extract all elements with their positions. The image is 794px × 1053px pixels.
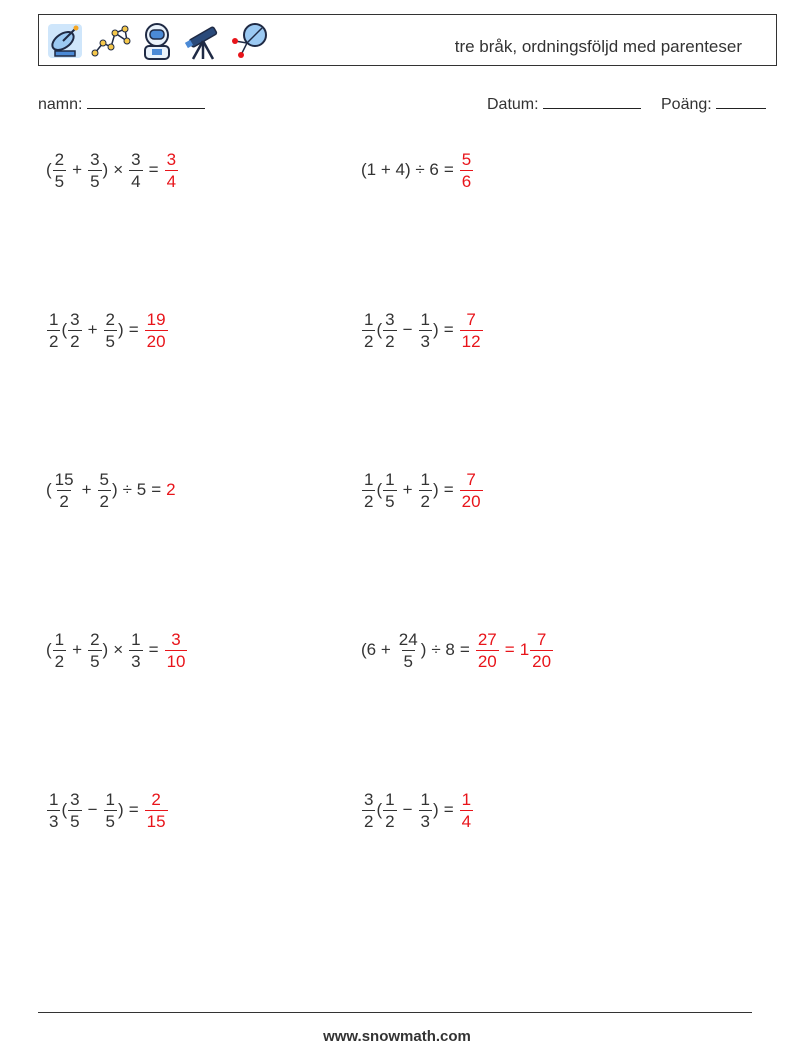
date-label: Datum: bbox=[487, 96, 539, 113]
fraction: $\frac{1}{3}$ bbox=[420, 789, 431, 831]
score-field[interactable] bbox=[661, 94, 766, 114]
answer-fraction: $\frac{2}{15}$ bbox=[146, 789, 166, 831]
operator: − bbox=[402, 800, 413, 819]
answer-fraction: $\frac{27}{20}$ bbox=[477, 629, 497, 671]
problem-2 bbox=[361, 145, 474, 195]
problem-4 bbox=[361, 305, 484, 355]
fraction: $\frac{3}{5}$ bbox=[90, 149, 100, 191]
open-paren: ( bbox=[376, 480, 383, 499]
fraction: $\frac{1}{2}$ bbox=[385, 789, 395, 831]
problem-7 bbox=[46, 625, 188, 675]
fraction: $\frac{1}{2}$ bbox=[420, 469, 431, 511]
operator: × bbox=[113, 160, 124, 179]
footer-divider bbox=[38, 1012, 752, 1013]
space-probe-icon bbox=[229, 21, 269, 61]
fraction: $\frac{1}{3}$ bbox=[131, 629, 141, 671]
open-paren: ( bbox=[61, 800, 68, 819]
equals-sign: = bbox=[128, 320, 139, 339]
close-paren: ) bbox=[433, 800, 439, 819]
close-paren: ) bbox=[112, 480, 118, 499]
satellite-dish-icon bbox=[45, 21, 85, 61]
expression-start: (6 + bbox=[361, 640, 391, 659]
equals-sign: = bbox=[443, 320, 454, 339]
expression: (1 + 4) ÷ 6 bbox=[361, 160, 439, 179]
fraction: $\frac{1}{5}$ bbox=[385, 469, 395, 511]
fraction: $\frac{5}{2}$ bbox=[99, 469, 109, 511]
equals-sign: = bbox=[443, 160, 454, 179]
equals-sign: = bbox=[148, 160, 159, 179]
equals-sign: = bbox=[128, 800, 139, 819]
operator: × bbox=[113, 640, 124, 659]
answer-mixed-fraction: $\frac{7}{20}$ bbox=[532, 629, 552, 671]
name-label: namn: bbox=[38, 96, 83, 113]
fraction: $\frac{3}{2}$ bbox=[364, 789, 374, 831]
operator: + bbox=[72, 640, 83, 659]
fraction: $\frac{2}{5}$ bbox=[54, 149, 65, 191]
date-line[interactable] bbox=[543, 94, 641, 109]
close-paren: ) bbox=[118, 320, 124, 339]
fraction: $\frac{3}{5}$ bbox=[70, 789, 80, 831]
close-paren: ) bbox=[433, 320, 439, 339]
answer-fraction: $\frac{3}{4}$ bbox=[166, 149, 177, 191]
fraction: $\frac{3}{2}$ bbox=[385, 309, 395, 351]
operator: + bbox=[87, 320, 98, 339]
answer-fraction: $\frac{7}{12}$ bbox=[461, 309, 481, 351]
header-box bbox=[38, 14, 777, 66]
worksheet-title: tre bråk, ordningsföljd med parenteser bbox=[454, 37, 742, 56]
equals-sign: = bbox=[443, 800, 454, 819]
fraction: $\frac{1}{2}$ bbox=[364, 309, 374, 351]
fraction: $\frac{1}{2}$ bbox=[54, 629, 65, 671]
open-paren: ( bbox=[46, 640, 52, 659]
close-paren: ) bbox=[102, 640, 109, 659]
name-line[interactable] bbox=[87, 94, 205, 109]
problem-10 bbox=[361, 785, 474, 835]
equals-sign: = bbox=[504, 640, 515, 659]
answer-fraction: $\frac{3}{10}$ bbox=[166, 629, 186, 671]
problem-1 bbox=[46, 145, 179, 195]
date-field[interactable] bbox=[487, 94, 641, 114]
open-paren: ( bbox=[46, 480, 52, 499]
close-paren: ) bbox=[420, 640, 427, 659]
score-line[interactable] bbox=[716, 94, 766, 109]
open-paren: ( bbox=[46, 160, 52, 179]
footer-site[interactable]: www.snowmath.com bbox=[323, 1028, 471, 1045]
fraction: $\frac{2}{5}$ bbox=[105, 309, 116, 351]
fraction: $\frac{3}{4}$ bbox=[131, 149, 141, 191]
fraction: $\frac{24}{5}$ bbox=[398, 629, 418, 671]
open-paren: ( bbox=[61, 320, 68, 339]
open-paren: ( bbox=[376, 320, 383, 339]
answer-fraction: $\frac{5}{6}$ bbox=[461, 149, 472, 191]
problem-9 bbox=[46, 785, 169, 835]
operator: + bbox=[81, 480, 92, 499]
problem-5 bbox=[46, 465, 176, 515]
telescope-icon bbox=[183, 21, 223, 61]
fraction: $\frac{1}{2}$ bbox=[49, 309, 59, 351]
close-paren: ) bbox=[433, 480, 439, 499]
fraction: $\frac{1}{3}$ bbox=[420, 309, 431, 351]
name-field[interactable] bbox=[38, 94, 205, 114]
answer-fraction: $\frac{1}{4}$ bbox=[461, 789, 472, 831]
operator: − bbox=[87, 800, 98, 819]
answer-whole: 2 bbox=[166, 480, 176, 499]
answer-mixed-whole: 1 bbox=[519, 640, 530, 659]
open-paren: ( bbox=[376, 800, 383, 819]
operator: + bbox=[72, 160, 83, 179]
division-term: ÷ 5 bbox=[122, 480, 147, 499]
operator: − bbox=[402, 320, 413, 339]
close-paren: ) bbox=[118, 800, 124, 819]
problem-6 bbox=[361, 465, 484, 515]
operator: + bbox=[402, 480, 413, 499]
equals-sign: = bbox=[459, 640, 470, 659]
answer-fraction: $\frac{7}{20}$ bbox=[461, 469, 481, 511]
close-paren: ) bbox=[102, 160, 109, 179]
header-icons bbox=[45, 19, 269, 63]
fraction: $\frac{1}{2}$ bbox=[364, 469, 374, 511]
problem-8 bbox=[361, 625, 554, 675]
constellation-icon bbox=[91, 21, 131, 61]
equals-sign: = bbox=[443, 480, 454, 499]
equals-sign: = bbox=[151, 480, 162, 499]
fraction: $\frac{15}{2}$ bbox=[54, 469, 74, 511]
fraction: $\frac{3}{2}$ bbox=[70, 309, 80, 351]
score-label: Poäng: bbox=[661, 96, 712, 113]
answer-fraction: $\frac{19}{20}$ bbox=[146, 309, 166, 351]
fraction: $\frac{2}{5}$ bbox=[90, 629, 100, 671]
fraction: $\frac{1}{5}$ bbox=[105, 789, 116, 831]
problem-3 bbox=[46, 305, 169, 355]
division-term: ÷ 8 bbox=[431, 640, 455, 659]
astronaut-icon bbox=[137, 21, 177, 61]
equals-sign: = bbox=[148, 640, 159, 659]
fraction: $\frac{1}{3}$ bbox=[49, 789, 59, 831]
